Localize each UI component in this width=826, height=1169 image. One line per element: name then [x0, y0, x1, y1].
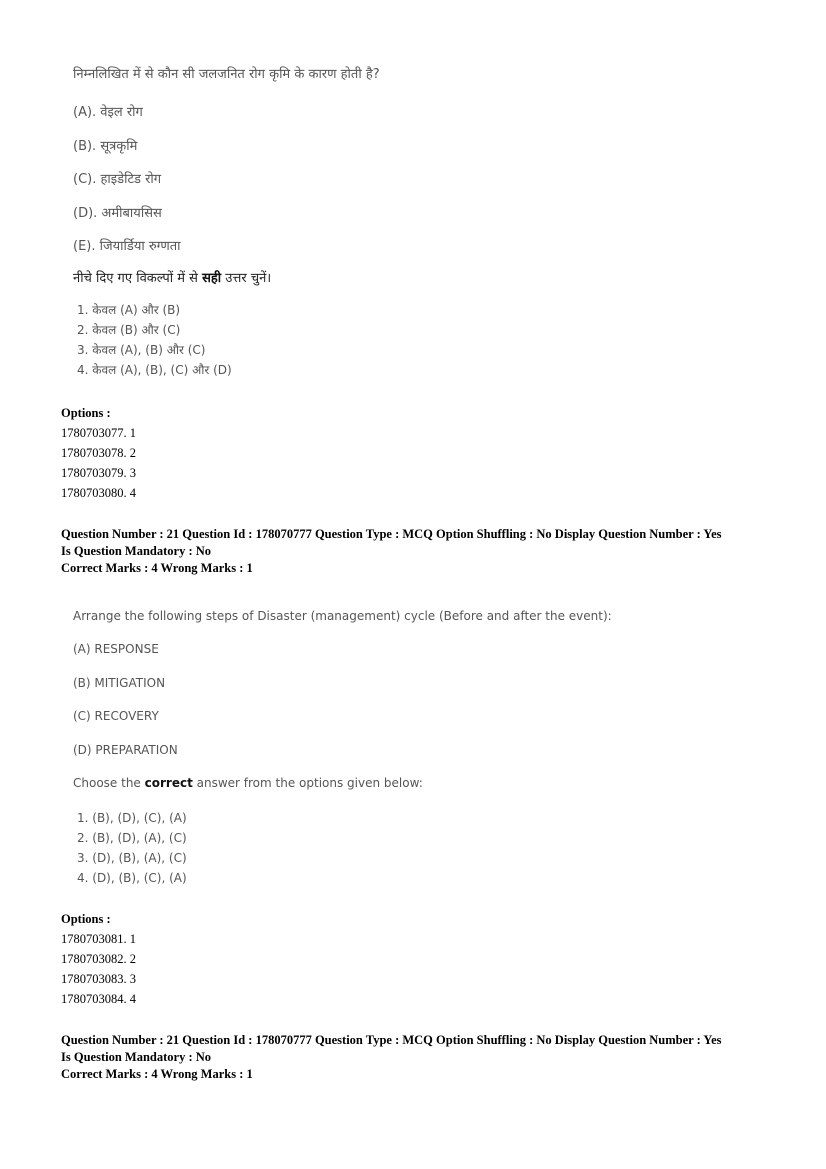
choice-list [77, 300, 232, 380]
item-b: (B). सूत्रकृमि [73, 139, 138, 154]
item-e: (E). जियार्डिया रुग्णता [73, 239, 181, 254]
option-item: 1780703078. 2 [61, 446, 136, 460]
item-d: (D) PREPARATION [73, 743, 178, 757]
choice-item: 2. केवल (B) और (C) [77, 323, 181, 337]
options-label: Options : [61, 406, 111, 420]
item-a: (A) RESPONSE [73, 642, 159, 656]
options-block-2 [61, 909, 136, 1009]
meta-line: Correct Marks : 4 Wrong Marks : 1 [61, 1067, 253, 1081]
instruction: Choose the correct answer from the options given below: [73, 776, 423, 790]
question-meta-1 [61, 526, 722, 577]
option-item: 1780703080. 4 [61, 486, 136, 500]
item-d: (D). अमीबायसिस [73, 206, 162, 221]
choice-item: 1. केवल (A) और (B) [77, 303, 181, 317]
question-text: Arrange the following steps of Disaster (management) cycle (Before and after the event): [73, 609, 612, 623]
meta-line: Is Question Mandatory : No [61, 544, 212, 558]
instruction: नीचे दिए गए विकल्पों में से सही उत्तर चुनें। [73, 271, 272, 286]
option-item: 1780703079. 3 [61, 466, 136, 480]
choice-item: 3. केवल (A), (B) और (C) [77, 343, 206, 357]
item-a: (A). वेइल रोग [73, 105, 143, 120]
choice-item: 4. केवल (A), (B), (C) और (D) [77, 363, 232, 377]
options-block-1 [61, 403, 136, 503]
meta-line: Question Number : 21 Question Id : 178070777 Question Type : MCQ Option Shuffling : No Display Question Number : Yes [61, 1033, 722, 1047]
item-b: (B) MITIGATION [73, 676, 166, 690]
meta-line: Question Number : 21 Question Id : 178070777 Question Type : MCQ Option Shuffling : No Display Question Number : Yes [61, 527, 722, 541]
question-text: निम्नलिखित में से कौन सी जलजनित रोग कृमि के कारण होती है? [73, 67, 380, 82]
item-c: (C) RECOVERY [73, 709, 159, 723]
option-item: 1780703083. 3 [61, 972, 136, 986]
option-item: 1780703081. 1 [61, 932, 136, 946]
choice-list [77, 808, 187, 888]
choice-item: 4. (D), (B), (C), (A) [77, 871, 187, 885]
question-meta-2 [61, 1032, 722, 1083]
options-label: Options : [61, 912, 111, 926]
choice-item: 2. (B), (D), (A), (C) [77, 831, 187, 845]
meta-line: Correct Marks : 4 Wrong Marks : 1 [61, 561, 253, 575]
option-item: 1780703077. 1 [61, 426, 136, 440]
choice-item: 3. (D), (B), (A), (C) [77, 851, 187, 865]
item-c: (C). हाइडेटिड रोग [73, 172, 162, 187]
choice-item: 1. (B), (D), (C), (A) [77, 811, 187, 825]
option-item: 1780703084. 4 [61, 992, 136, 1006]
option-item: 1780703082. 2 [61, 952, 136, 966]
meta-line: Is Question Mandatory : No [61, 1050, 212, 1064]
